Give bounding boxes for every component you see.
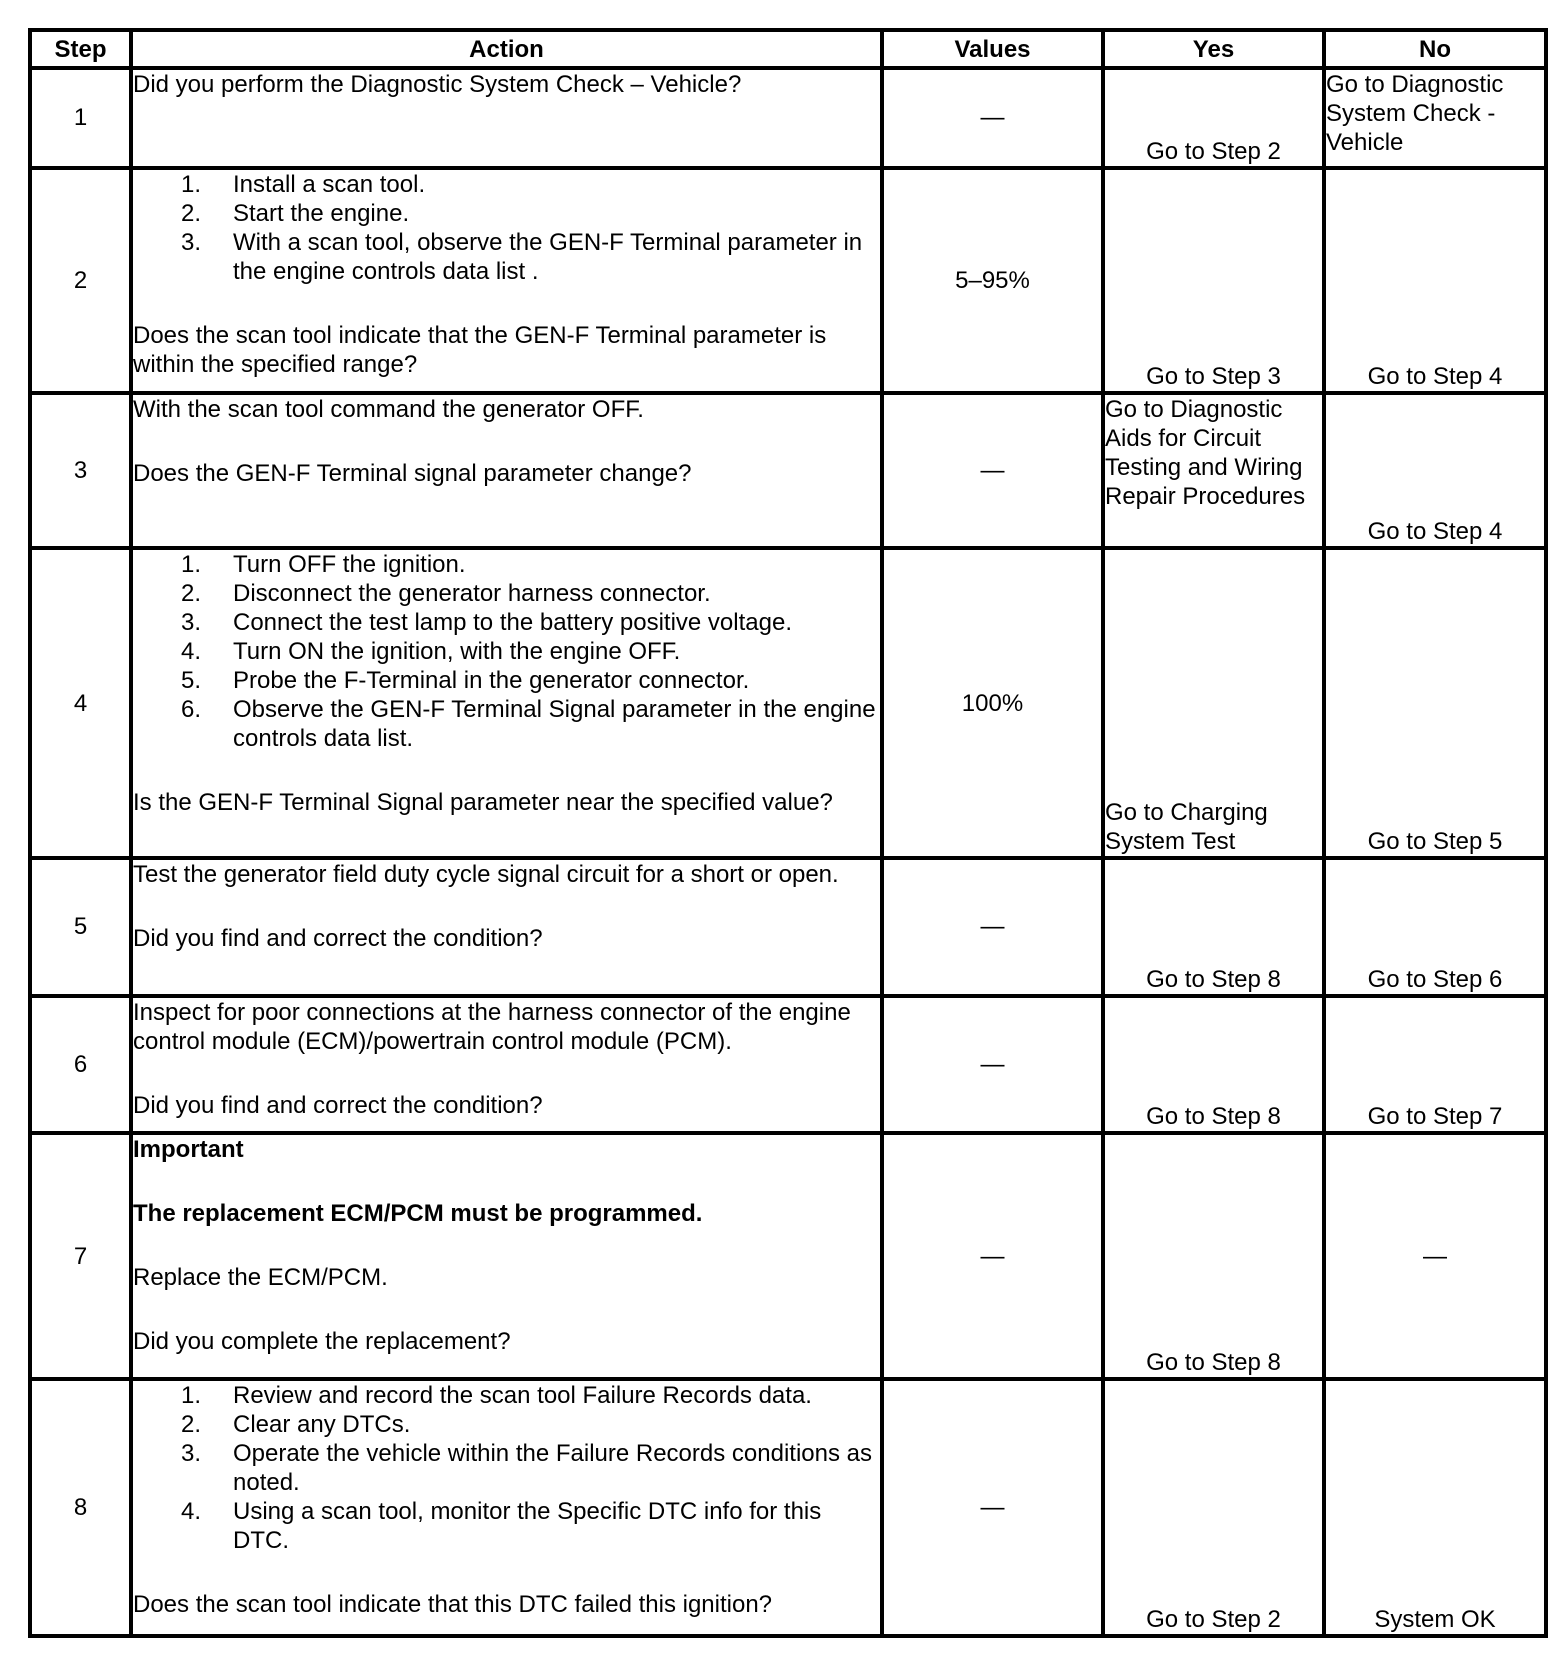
action-cell: [131, 996, 882, 1134]
yes-cell: Go to Step 8: [1103, 858, 1324, 996]
action-steps-list: [133, 550, 880, 753]
important-label: Important: [133, 1136, 244, 1164]
list-item: [181, 550, 880, 579]
list-item-number: 2.: [181, 580, 202, 608]
list-item: [181, 170, 880, 199]
list-item-number: 3.: [181, 609, 202, 637]
step-number: 6: [30, 996, 131, 1134]
yes-cell: Go to Step 2: [1103, 68, 1324, 168]
values-cell: —: [882, 858, 1103, 996]
table-row: [30, 548, 1546, 858]
list-item-text: With a scan tool, observe the GEN-F Terminal parameter in the engine controls data list .: [233, 228, 863, 285]
yes-cell: Go to Step 3: [1103, 168, 1324, 394]
header-yes: Yes: [1103, 30, 1324, 68]
step-number: 8: [30, 1379, 131, 1636]
values-cell: —: [882, 68, 1103, 168]
action-instruction: Test the generator field duty cycle signal circuit for a short or open.: [133, 860, 839, 888]
list-item: [181, 1410, 880, 1439]
values-cell: 5–95%: [882, 168, 1103, 394]
list-item-number: 6.: [181, 696, 202, 724]
values-cell: —: [882, 393, 1103, 548]
table-row: [30, 393, 1546, 548]
action-question: Does the scan tool indicate that this DTC failed this ignition?: [133, 1591, 773, 1619]
no-cell: Go to Step 4: [1324, 393, 1546, 548]
list-item-text: Turn ON the ignition, with the engine OFF.: [233, 638, 681, 666]
header-values: Values: [882, 30, 1103, 68]
list-item-text: Review and record the scan tool Failure Records data.: [233, 1382, 812, 1410]
no-cell: Go to Step 6: [1324, 858, 1546, 996]
no-cell: System OK: [1324, 1379, 1546, 1636]
action-cell: [131, 858, 882, 996]
list-item-text: Start the engine.: [233, 199, 410, 227]
action-instruction: Replace the ECM/PCM.: [133, 1264, 388, 1292]
list-item: [181, 199, 880, 228]
list-item-number: 2.: [181, 199, 202, 227]
values-cell: —: [882, 996, 1103, 1134]
yes-cell: Go to Diagnostic Aids for Circuit Testing and Wiring Repair Procedures: [1103, 393, 1324, 548]
no-cell: Go to Step 5: [1324, 548, 1546, 858]
step-number: 4: [30, 548, 131, 858]
list-item-text: Install a scan tool.: [233, 170, 426, 198]
yes-cell: Go to Step 8: [1103, 1133, 1324, 1379]
action-cell: [131, 68, 882, 168]
values-cell: —: [882, 1379, 1103, 1636]
list-item: [181, 579, 880, 608]
list-item-text: Operate the vehicle within the Failure Records conditions as noted.: [233, 1440, 872, 1497]
yes-cell: Go to Step 2: [1103, 1379, 1324, 1636]
list-item-text: Disconnect the generator harness connector.: [233, 580, 711, 608]
action-steps-list: [133, 170, 880, 286]
list-item-number: 3.: [181, 228, 202, 256]
action-instruction: With the scan tool command the generator OFF.: [133, 396, 644, 424]
list-item-number: 4.: [181, 1498, 202, 1526]
list-item-text: Turn OFF the ignition.: [233, 551, 466, 579]
table-row: [30, 996, 1546, 1134]
list-item-number: 4.: [181, 638, 202, 666]
list-item: [181, 608, 880, 637]
list-item-number: 2.: [181, 1411, 202, 1439]
table-row: [30, 1133, 1546, 1379]
yes-cell: Go to Step 8: [1103, 996, 1324, 1134]
action-cell: [131, 548, 882, 858]
action-question: Does the scan tool indicate that the GEN-F Terminal parameter is within the specified range?: [133, 321, 827, 378]
table-row: [30, 858, 1546, 996]
header-no: No: [1324, 30, 1546, 68]
action-steps-list: [133, 1381, 880, 1555]
header-action: Action: [131, 30, 882, 68]
step-number: 5: [30, 858, 131, 996]
list-item: [181, 666, 880, 695]
step-number: 7: [30, 1133, 131, 1379]
list-item-text: Clear any DTCs.: [233, 1411, 411, 1439]
action-question: Is the GEN-F Terminal Signal parameter near the specified value?: [133, 789, 833, 817]
list-item-number: 1.: [181, 170, 202, 198]
list-item-number: 5.: [181, 667, 202, 695]
table-row: [30, 168, 1546, 394]
list-item: [181, 1381, 880, 1410]
list-item: [181, 1439, 880, 1497]
list-item-text: Probe the F-Terminal in the generator connector.: [233, 667, 750, 695]
action-question: Did you perform the Diagnostic System Check – Vehicle?: [133, 71, 742, 98]
step-number: 1: [30, 68, 131, 168]
action-question: Did you find and correct the condition?: [133, 924, 543, 952]
list-item: [181, 228, 880, 286]
list-item: [181, 1497, 880, 1555]
list-item: [181, 695, 880, 753]
header-row: [30, 30, 1546, 68]
list-item: [181, 637, 880, 666]
action-cell: [131, 1379, 882, 1636]
no-cell: Go to Step 4: [1324, 168, 1546, 394]
list-item-number: 1.: [181, 551, 202, 579]
no-cell: Go to Diagnostic System Check - Vehicle: [1324, 68, 1546, 168]
list-item-number: 3.: [181, 1440, 202, 1468]
table-row: [30, 1379, 1546, 1636]
action-instruction: Inspect for poor connections at the harness connector of the engine control module (ECM)/powertrain control module (PCM).: [133, 998, 851, 1055]
no-cell: Go to Step 7: [1324, 996, 1546, 1134]
header-step: Step: [30, 30, 131, 68]
values-cell: —: [882, 1133, 1103, 1379]
list-item-text: Connect the test lamp to the battery positive voltage.: [233, 609, 792, 637]
important-note: The replacement ECM/PCM must be programmed.: [133, 1200, 703, 1228]
action-question: Does the GEN-F Terminal signal parameter change?: [133, 460, 692, 488]
table-row: [30, 68, 1546, 168]
step-number: 2: [30, 168, 131, 394]
action-question: Did you complete the replacement?: [133, 1328, 511, 1356]
list-item-number: 1.: [181, 1382, 202, 1410]
action-cell: [131, 393, 882, 548]
yes-cell: Go to Charging System Test: [1103, 548, 1324, 858]
diagnostic-table: [28, 28, 1548, 1638]
action-cell: [131, 1133, 882, 1379]
values-cell: 100%: [882, 548, 1103, 858]
action-cell: [131, 168, 882, 394]
list-item-text: Using a scan tool, monitor the Specific DTC info for this DTC.: [233, 1498, 822, 1555]
no-cell: —: [1324, 1133, 1546, 1379]
action-question: Did you find and correct the condition?: [133, 1091, 543, 1119]
step-number: 3: [30, 393, 131, 548]
list-item-text: Observe the GEN-F Terminal Signal parameter in the engine controls data list.: [233, 696, 876, 753]
